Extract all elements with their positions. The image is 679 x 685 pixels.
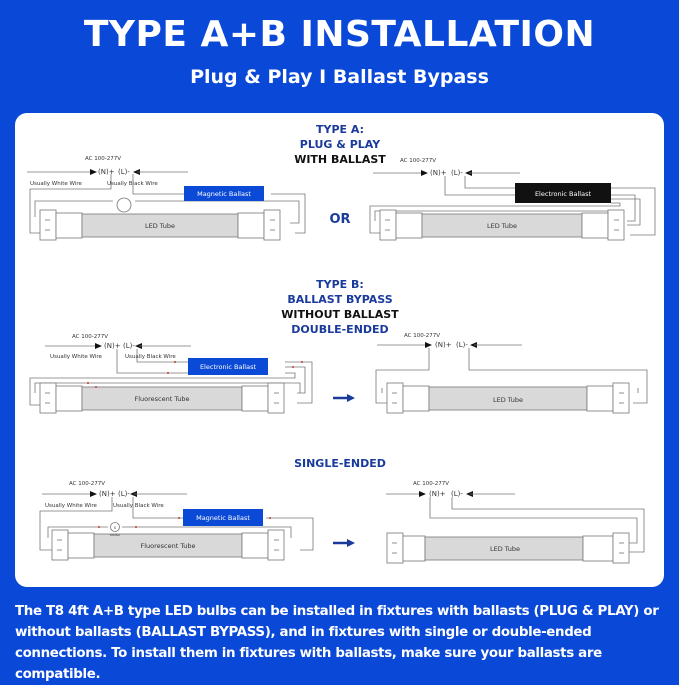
footer-description: The T8 4ft A+B type LED bulbs can be installed in fixtures with ballasts (PLUG & PLAY) or without ballasts (BALLAST BYPASS), and in fixtures with single or double-ended connections. To install them in fixtures with ballasts, make sure your ballasts are compatible.: [15, 604, 659, 682]
svg-text:(N)+: (N)+: [98, 168, 115, 176]
svg-text:AC 100-277V: AC 100-277V: [413, 481, 449, 487]
svg-text:(L)-: (L)-: [123, 342, 135, 350]
svg-text:(L)-: (L)-: [456, 341, 468, 349]
svg-text:Fluorescent Tube: Fluorescent Tube: [134, 395, 190, 403]
svg-text:(N)+: (N)+: [430, 169, 447, 177]
arrow-right-icon: [333, 394, 355, 402]
svg-text:LED Tube: LED Tube: [492, 396, 524, 404]
single-ended-before-diagram: [40, 481, 313, 560]
type-a-mode: PLUG & PLAY: [299, 138, 381, 151]
starter-icon: S: [113, 526, 117, 530]
svg-text:AC 100-277V: AC 100-277V: [404, 333, 440, 339]
type-a-label: TYPE A:: [316, 123, 364, 136]
electronic-ballast-label-b: Electronic Ballast: [199, 363, 257, 371]
starter-label: Starter: [109, 533, 121, 537]
type-b-desc: WITHOUT BALLAST: [281, 308, 399, 321]
voltage-label: AC 100-277V: [85, 156, 121, 162]
svg-text:Usually Black Wire: Usually Black Wire: [125, 354, 176, 360]
svg-text:AC 100-277V: AC 100-277V: [72, 334, 108, 340]
wiring-diagrams: [15, 113, 664, 587]
type-b-mode: BALLAST BYPASS: [287, 293, 393, 306]
type-b-connection: DOUBLE-ENDED: [291, 323, 389, 336]
svg-text:LED Tube: LED Tube: [486, 222, 518, 230]
svg-text:(N)+: (N)+: [435, 341, 452, 349]
svg-text:(N)+: (N)+: [104, 342, 121, 350]
type-a-desc: WITH BALLAST: [294, 153, 386, 166]
svg-text:LED Tube: LED Tube: [489, 545, 521, 553]
svg-text:(N)+: (N)+: [99, 490, 116, 498]
svg-text:Usually White Wire: Usually White Wire: [45, 503, 97, 509]
single-ended-after-diagram: [386, 481, 644, 563]
type-b-after-diagram: [376, 333, 647, 413]
arrow-right-icon: [333, 539, 355, 547]
svg-text:Usually Black Wire: Usually Black Wire: [113, 503, 164, 509]
svg-text:Usually White Wire: Usually White Wire: [50, 354, 102, 360]
single-ended-heading: SINGLE-ENDED: [294, 457, 386, 470]
type-a-electronic-diagram: [370, 158, 655, 240]
page-subtitle: Plug & Play I Ballast Bypass: [190, 66, 489, 88]
type-b-label: TYPE B:: [316, 278, 364, 291]
svg-text:(L)-: (L)-: [451, 490, 463, 498]
tube-label: LED Tube: [144, 222, 176, 230]
or-separator: OR: [329, 212, 351, 227]
page-title: TYPE A+B INSTALLATION: [83, 14, 596, 55]
svg-text:Usually White Wire: Usually White Wire: [30, 181, 82, 187]
svg-text:AC 100-277V: AC 100-277V: [400, 158, 436, 164]
svg-text:(L)-: (L)-: [118, 168, 130, 176]
svg-text:Usually Black Wire: Usually Black Wire: [107, 181, 158, 187]
svg-text:Fluorescent Tube: Fluorescent Tube: [140, 542, 196, 550]
type-b-before-diagram: [30, 334, 312, 413]
magnetic-ballast-label-single: Magnetic Ballast: [196, 514, 250, 522]
diagram-panel: [15, 113, 664, 587]
magnetic-ballast-label: Magnetic Ballast: [197, 190, 251, 198]
electronic-ballast-label: Electronic Ballast: [534, 190, 592, 198]
svg-text:(L)-: (L)-: [118, 490, 130, 498]
svg-text:(N)+: (N)+: [429, 490, 446, 498]
svg-text:AC 100-277V: AC 100-277V: [69, 481, 105, 487]
svg-text:(L)-: (L)-: [451, 169, 463, 177]
